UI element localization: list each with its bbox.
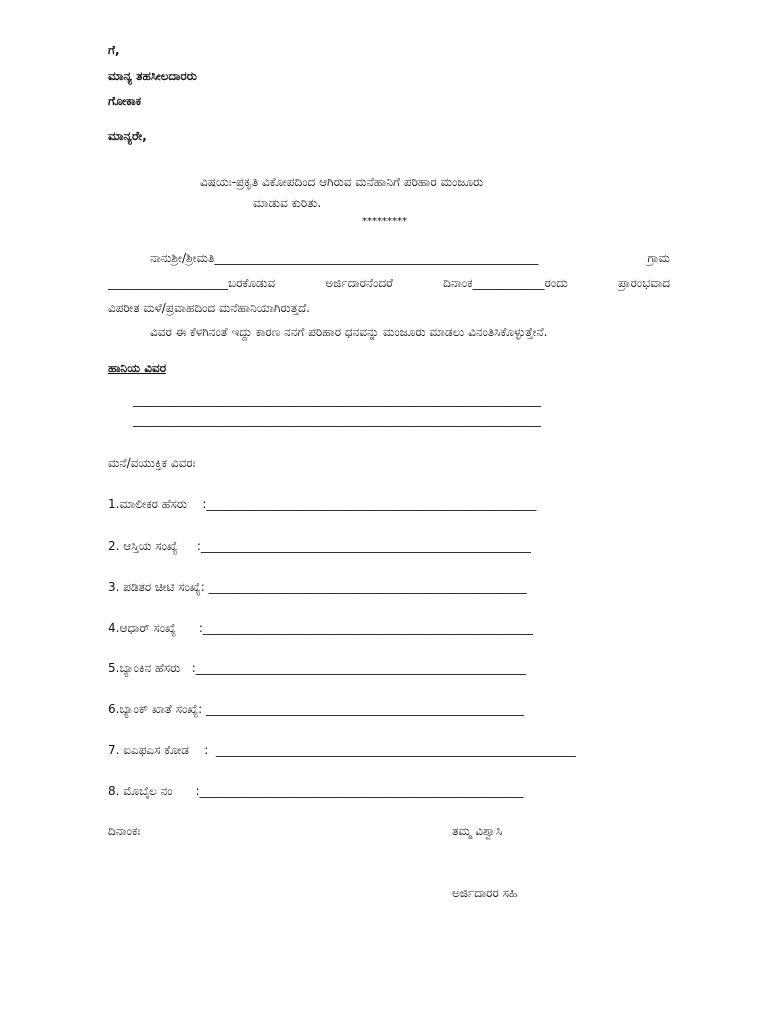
village-label: ಗ್ರಾಮ [647, 251, 670, 265]
property-number-field: 2. ಆಸ್ತಿಯ ಸಂಖ್ಯೆ :_______________________________________________________ [108, 539, 531, 553]
bank-account-field: 6.ಬ್ಯಾಂಕ್ ಖಾತೆ ಸಂಖ್ಯೆ: _____________________________________________________ [108, 702, 525, 716]
body-line-3: ವಿಪರೀತ ಮಳೆ/ಪ್ರವಾಹದಿಂದ ಮನೆಹಾನಿಯಾಗಿರುತ್ತದೆ. [108, 301, 310, 315]
ifsc-field: 7. ಐಎಫಎಸ ಕೋಡ : ____________________________________________________________ [108, 743, 576, 757]
date-blank: ದಿನಾಂಕ____________ರಂದು [443, 276, 568, 290]
village-blank: ____________________ಬರಕೊಡುವ [108, 276, 276, 290]
salutation: ಮಾನ್ಯರೇ, [108, 129, 147, 143]
subject-line-2: ಮಾಡುವ ಕುರಿತು. [253, 196, 322, 210]
body-line-1 [108, 250, 670, 266]
to-line: ಗೆ, [108, 43, 120, 57]
addressee: ಮಾನ್ಯ ತಹಸೀಲದಾರರು [108, 69, 197, 83]
office-place: ಗೋಕಾಕ [108, 94, 142, 108]
owner-name-field: 1.ಮಾಲೀಕರ ಹೆಸರು :_______________________________________________________ [108, 497, 537, 511]
ration-card-field: 3. ಪಡಿತರ ಚೀಟಿ ಸಂಖ್ಯೆ: _____________________________________________________ [108, 580, 527, 594]
damage-heading: ಹಾನಿಯ ವಿವರ [108, 361, 167, 375]
name-blank: ನಾನುಶ್ರೀ/ಶ್ರೀಮತಿ______________________________________________________ [150, 251, 539, 265]
body-line-2 [108, 275, 670, 291]
bank-name-field: 5.ಬ್ಯಾಂಕಿನ ಹೆಸರು :_______________________________________________________ [108, 661, 526, 675]
body-line-4: ವಿವರ ಈ ಕೆಳಗಿನಂತೆ ಇದ್ದು ಕಾರಣ ನನಗೆ ಪರಿಹಾರ ಧನವನ್ನು ಮಂಜೂರು ಮಾಡಲು ವಿನಂತಿಸಿಕೊಳ್ಳುತ್ತೇನೆ. [150, 325, 548, 339]
separator-stars: ********* [362, 216, 407, 227]
damage-blank-2: ____________________________________________________________________ [133, 413, 541, 427]
yours-faithfully: ತಮ್ಮ ವಿಶ್ವಾಸಿ [452, 824, 503, 838]
mobile-field: 8. ಮೊಬೈಲ ನಂ :______________________________________________________ [108, 784, 524, 798]
date-label: ದಿನಾಂಕಃ [108, 824, 141, 838]
applicant-label: ಅರ್ಜಿದಾರನೆಂದರೆ [325, 276, 393, 290]
started-label: ಪ್ರಾರಂಭವಾದ [617, 276, 670, 290]
applicant-signature: ಅರ್ಜಿದಾರರ ಸಹಿ [452, 886, 518, 900]
aadhar-field: 4.ಆಧಾರ್ ಸಂಖ್ಯೆ :_______________________________________________________ [108, 621, 533, 635]
details-heading: ಮನೆ/ವಯುಕ್ತಿಕ ವಿವರಃ [108, 456, 196, 470]
subject-line-1: ವಿಷಯಃ-ಪ್ರಕೃತಿ ವಿಕೋಪದಿಂದ ಆಗಿರುವ ಮನೆಹಾನಿಗೆ ಪರಿಹಾರ ಮಂಜೂರು [200, 175, 484, 189]
damage-blank-1: ____________________________________________________________________ [133, 393, 541, 407]
